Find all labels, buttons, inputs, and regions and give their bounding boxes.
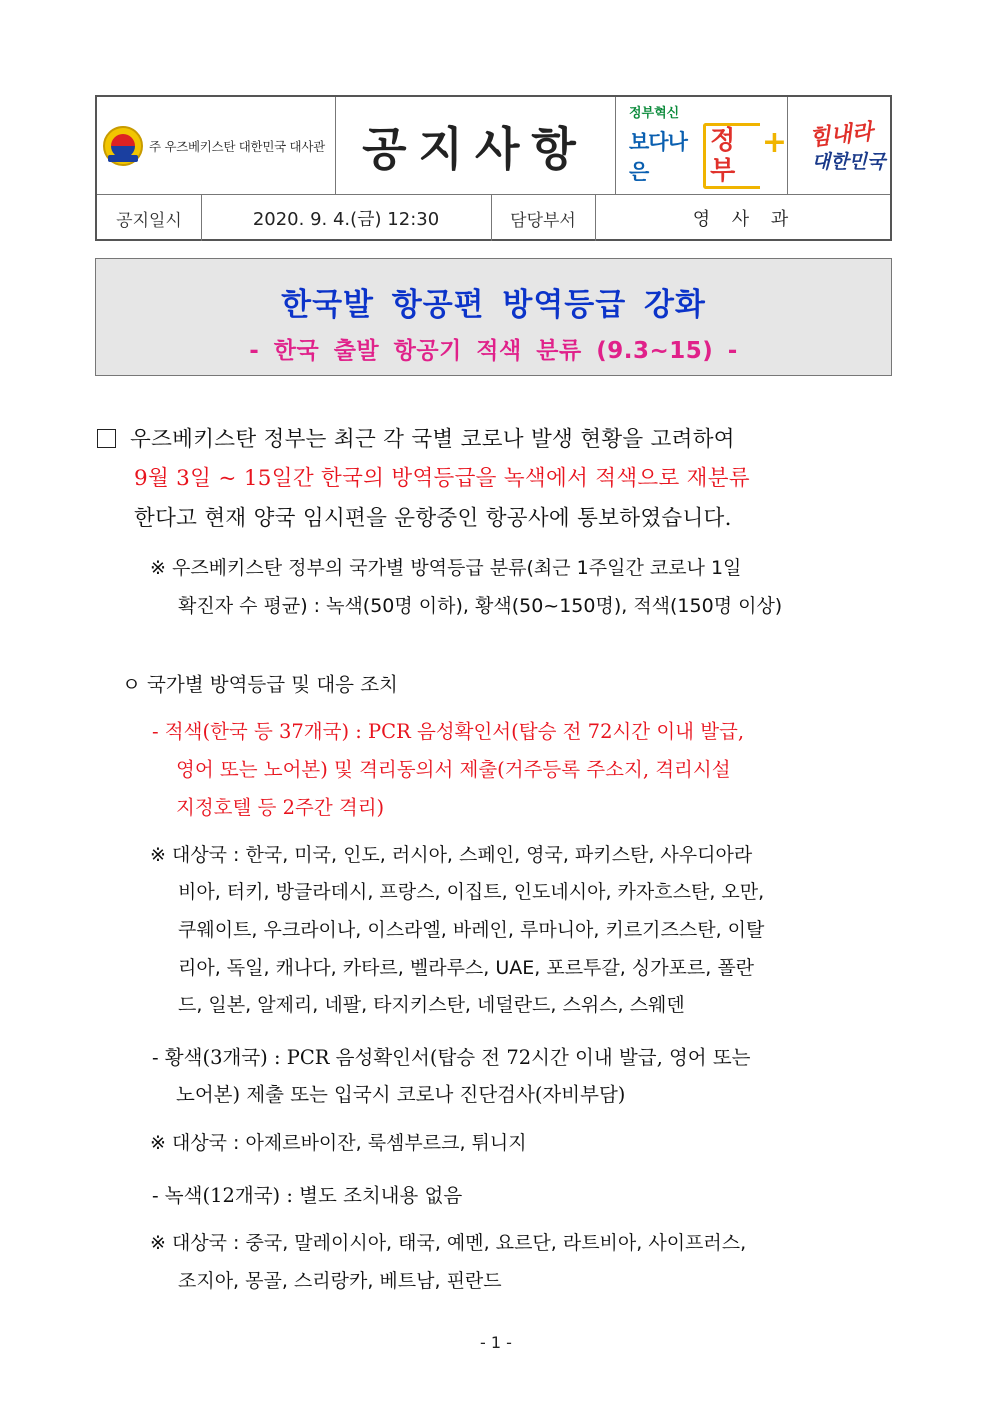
dept-label: 담당부서	[510, 210, 576, 231]
lead-paragraph-line2: 9월 3일 ~ 15일간 한국의 방역등급을 녹색에서 적색으로 재분류	[134, 466, 750, 491]
gov-innovation-logo	[615, 97, 787, 194]
lead-line1-text: 우즈베키스탄 정부는 최근 각 국별 코로나 발생 현황을 고려하여	[130, 427, 735, 452]
lead-paragraph-line3: 한다고 현재 양국 임시편을 운항중인 항공사에 통보하였습니다.	[134, 506, 732, 531]
page-title: 공지사항	[362, 121, 588, 176]
red-countries-line1: ※ 대상국 : 한국, 미국, 인도, 러시아, 스페인, 영국, 파키스탄, 사우디아라	[150, 844, 753, 866]
notice-header-table	[95, 95, 892, 241]
checkbox-square-icon	[97, 429, 116, 448]
headline-main: 한국발 항공편 방역등급 강화	[281, 287, 706, 323]
header-top-row	[97, 97, 890, 195]
yellow-grade-line2: 노어본) 제출 또는 입국시 코로나 진단검사(자비부담)	[176, 1083, 626, 1106]
section-title: ㅇ 국가별 방역등급 및 대응 조치	[122, 673, 398, 696]
embassy-cell	[97, 97, 335, 194]
note1-line1: ※ 우즈베키스탄 정부의 국가별 방역등급 분류(최근 1주일간 코로나 1일	[150, 557, 742, 579]
red-grade-line1: - 적색(한국 등 37개국) : PCR 음성확인서(탑승 전 72시간 이내 발급,	[152, 720, 745, 743]
page-number: - 1 -	[480, 1333, 512, 1352]
red-grade-line3: 지정호텔 등 2주간 격리)	[176, 796, 385, 819]
green-countries-line2: 조지아, 몽골, 스리랑카, 베트남, 핀란드	[178, 1270, 502, 1292]
embassy-emblem-icon	[103, 126, 143, 166]
green-grade-line1: - 녹색(12개국) : 별도 조치내용 없음	[152, 1184, 463, 1207]
yellow-grade-line1: - 황색(3개국) : PCR 음성확인서(탑승 전 72시간 이내 발급, 영어 또는	[152, 1046, 751, 1069]
logo1-top-text: 정부혁신	[629, 106, 680, 121]
header-info-row	[97, 195, 890, 241]
logo2-line1: 힘내라	[807, 118, 874, 151]
red-grade-line2: 영어 또는 노어본) 및 격리동의서 제출(거주등록 주소지, 격리시설	[176, 758, 731, 781]
red-countries-line4: 리아, 독일, 캐나다, 카타르, 벨라루스, UAE, 포르투갈, 싱가포르, 폴란	[178, 957, 755, 979]
logo1-right-text: 정부	[703, 123, 760, 189]
title-cell	[335, 97, 615, 194]
dept-value: 영 사 과	[692, 209, 797, 230]
red-countries-line5: 드, 일본, 알제리, 네팔, 타지키스탄, 네덜란드, 스위스, 스웨덴	[178, 994, 685, 1016]
date-value: 2020. 9. 4.(금) 12:30	[252, 209, 440, 230]
logo1-left-text: 보다나은	[629, 130, 687, 184]
note1-line2: 확진자 수 평균) : 녹색(50명 이하), 황색(50~150명), 적색(150명 이상)	[178, 595, 783, 617]
red-countries-line3: 쿠웨이트, 우크라이나, 이스라엘, 바레인, 루마니아, 키르기즈스탄, 이탈	[178, 919, 765, 941]
red-countries-line2: 비아, 터키, 방글라데시, 프랑스, 이집트, 인도네시아, 카자흐스탄, 오만,	[178, 881, 765, 903]
cheer-korea-logo	[787, 97, 894, 194]
lead-paragraph-line1	[0, 422, 992, 453]
headline-sub: - 한국 출발 항공기 적색 분류 (9.3~15) -	[249, 338, 738, 364]
headline-box	[95, 258, 892, 376]
plus-icon: +	[761, 124, 787, 160]
yellow-countries: ※ 대상국 : 아제르바이잔, 룩셈부르크, 튀니지	[150, 1132, 527, 1154]
embassy-name: 주 우즈베키스탄 대한민국 대사관	[149, 138, 325, 154]
date-label: 공지일시	[116, 210, 182, 231]
green-countries-line1: ※ 대상국 : 중국, 말레이시아, 태국, 예멘, 요르단, 라트비아, 사이프러스,	[150, 1232, 747, 1254]
logo2-line2: 대한민국	[811, 150, 886, 173]
